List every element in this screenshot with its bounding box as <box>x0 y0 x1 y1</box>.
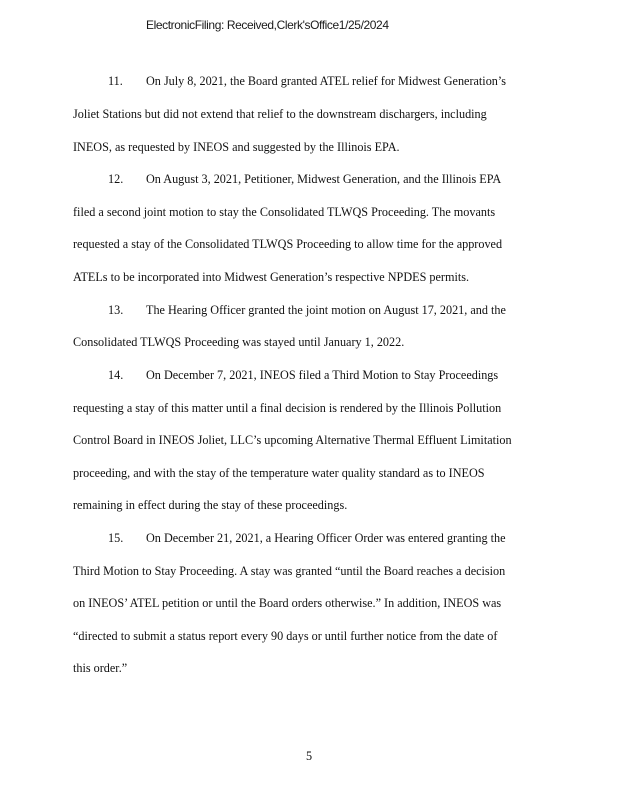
paragraph-number: 15. <box>108 531 124 545</box>
paragraph-number: 13. <box>108 303 124 317</box>
paragraph-15-line-3: on INEOS’ ATEL petition or until the Board orders otherwise.” In addition, INEOS was <box>73 596 502 610</box>
paragraph-12-line-1 <box>73 172 501 186</box>
paragraph-number: 14. <box>108 368 124 382</box>
paragraph-11-line-2: Joliet Stations but did not extend that relief to the downstream dischargers, including <box>73 107 487 121</box>
paragraph-14-line-4: proceeding, and with the stay of the temperature water quality standard as to INEOS <box>73 466 485 480</box>
paragraph-12-line-3: requested a stay of the Consolidated TLWQS Proceeding to allow time for the approved <box>73 237 503 251</box>
paragraph-14-line-2: requesting a stay of this matter until a final decision is rendered by the Illinois Pollution <box>73 401 502 415</box>
paragraph-15-line-4: “directed to submit a status report every 90 days or until further notice from the date of <box>73 629 498 643</box>
paragraph-text: On December 21, 2021, a Hearing Officer Order was entered granting the <box>146 531 506 545</box>
paragraph-number: 12. <box>108 172 124 186</box>
paragraph-12-line-2: filed a second joint motion to stay the Consolidated TLWQS Proceeding. The movants <box>73 205 496 219</box>
paragraph-11-line-3: INEOS, as requested by INEOS and suggested by the Illinois EPA. <box>73 140 400 154</box>
paragraph-text: On July 8, 2021, the Board granted ATEL relief for Midwest Generation’s <box>146 74 507 88</box>
paragraph-13-line-2: Consolidated TLWQS Proceeding was stayed until January 1, 2022. <box>73 335 405 349</box>
page-number: 5 <box>305 749 313 763</box>
paragraph-15-line-5: this order.” <box>73 661 128 675</box>
paragraph-12-line-4: ATELs to be incorporated into Midwest Generation’s respective NPDES permits. <box>73 270 470 284</box>
paragraph-11-line-1 <box>73 74 506 88</box>
paragraph-14-line-3: Control Board in INEOS Joliet, LLC’s upcoming Alternative Thermal Effluent Limitation <box>73 433 512 447</box>
paragraph-14-line-5: remaining in effect during the stay of these proceedings. <box>73 498 348 512</box>
paragraph-text: The Hearing Officer granted the joint motion on August 17, 2021, and the <box>146 303 506 317</box>
paragraph-15-line-1 <box>73 531 506 545</box>
paragraph-13-line-1 <box>73 303 506 317</box>
electronic-filing-stamp: ElectronicFiling: Received,Clerk'sOffice1/25/2024 <box>146 18 389 32</box>
paragraph-text: On August 3, 2021, Petitioner, Midwest Generation, and the Illinois EPA <box>146 172 502 186</box>
paragraph-15-line-2: Third Motion to Stay Proceeding. A stay was granted “until the Board reaches a decision <box>73 564 506 578</box>
paragraph-text: On December 7, 2021, INEOS filed a Third Motion to Stay Proceedings <box>146 368 499 382</box>
paragraph-14-line-1 <box>73 368 498 382</box>
paragraph-number: 11. <box>108 74 123 88</box>
